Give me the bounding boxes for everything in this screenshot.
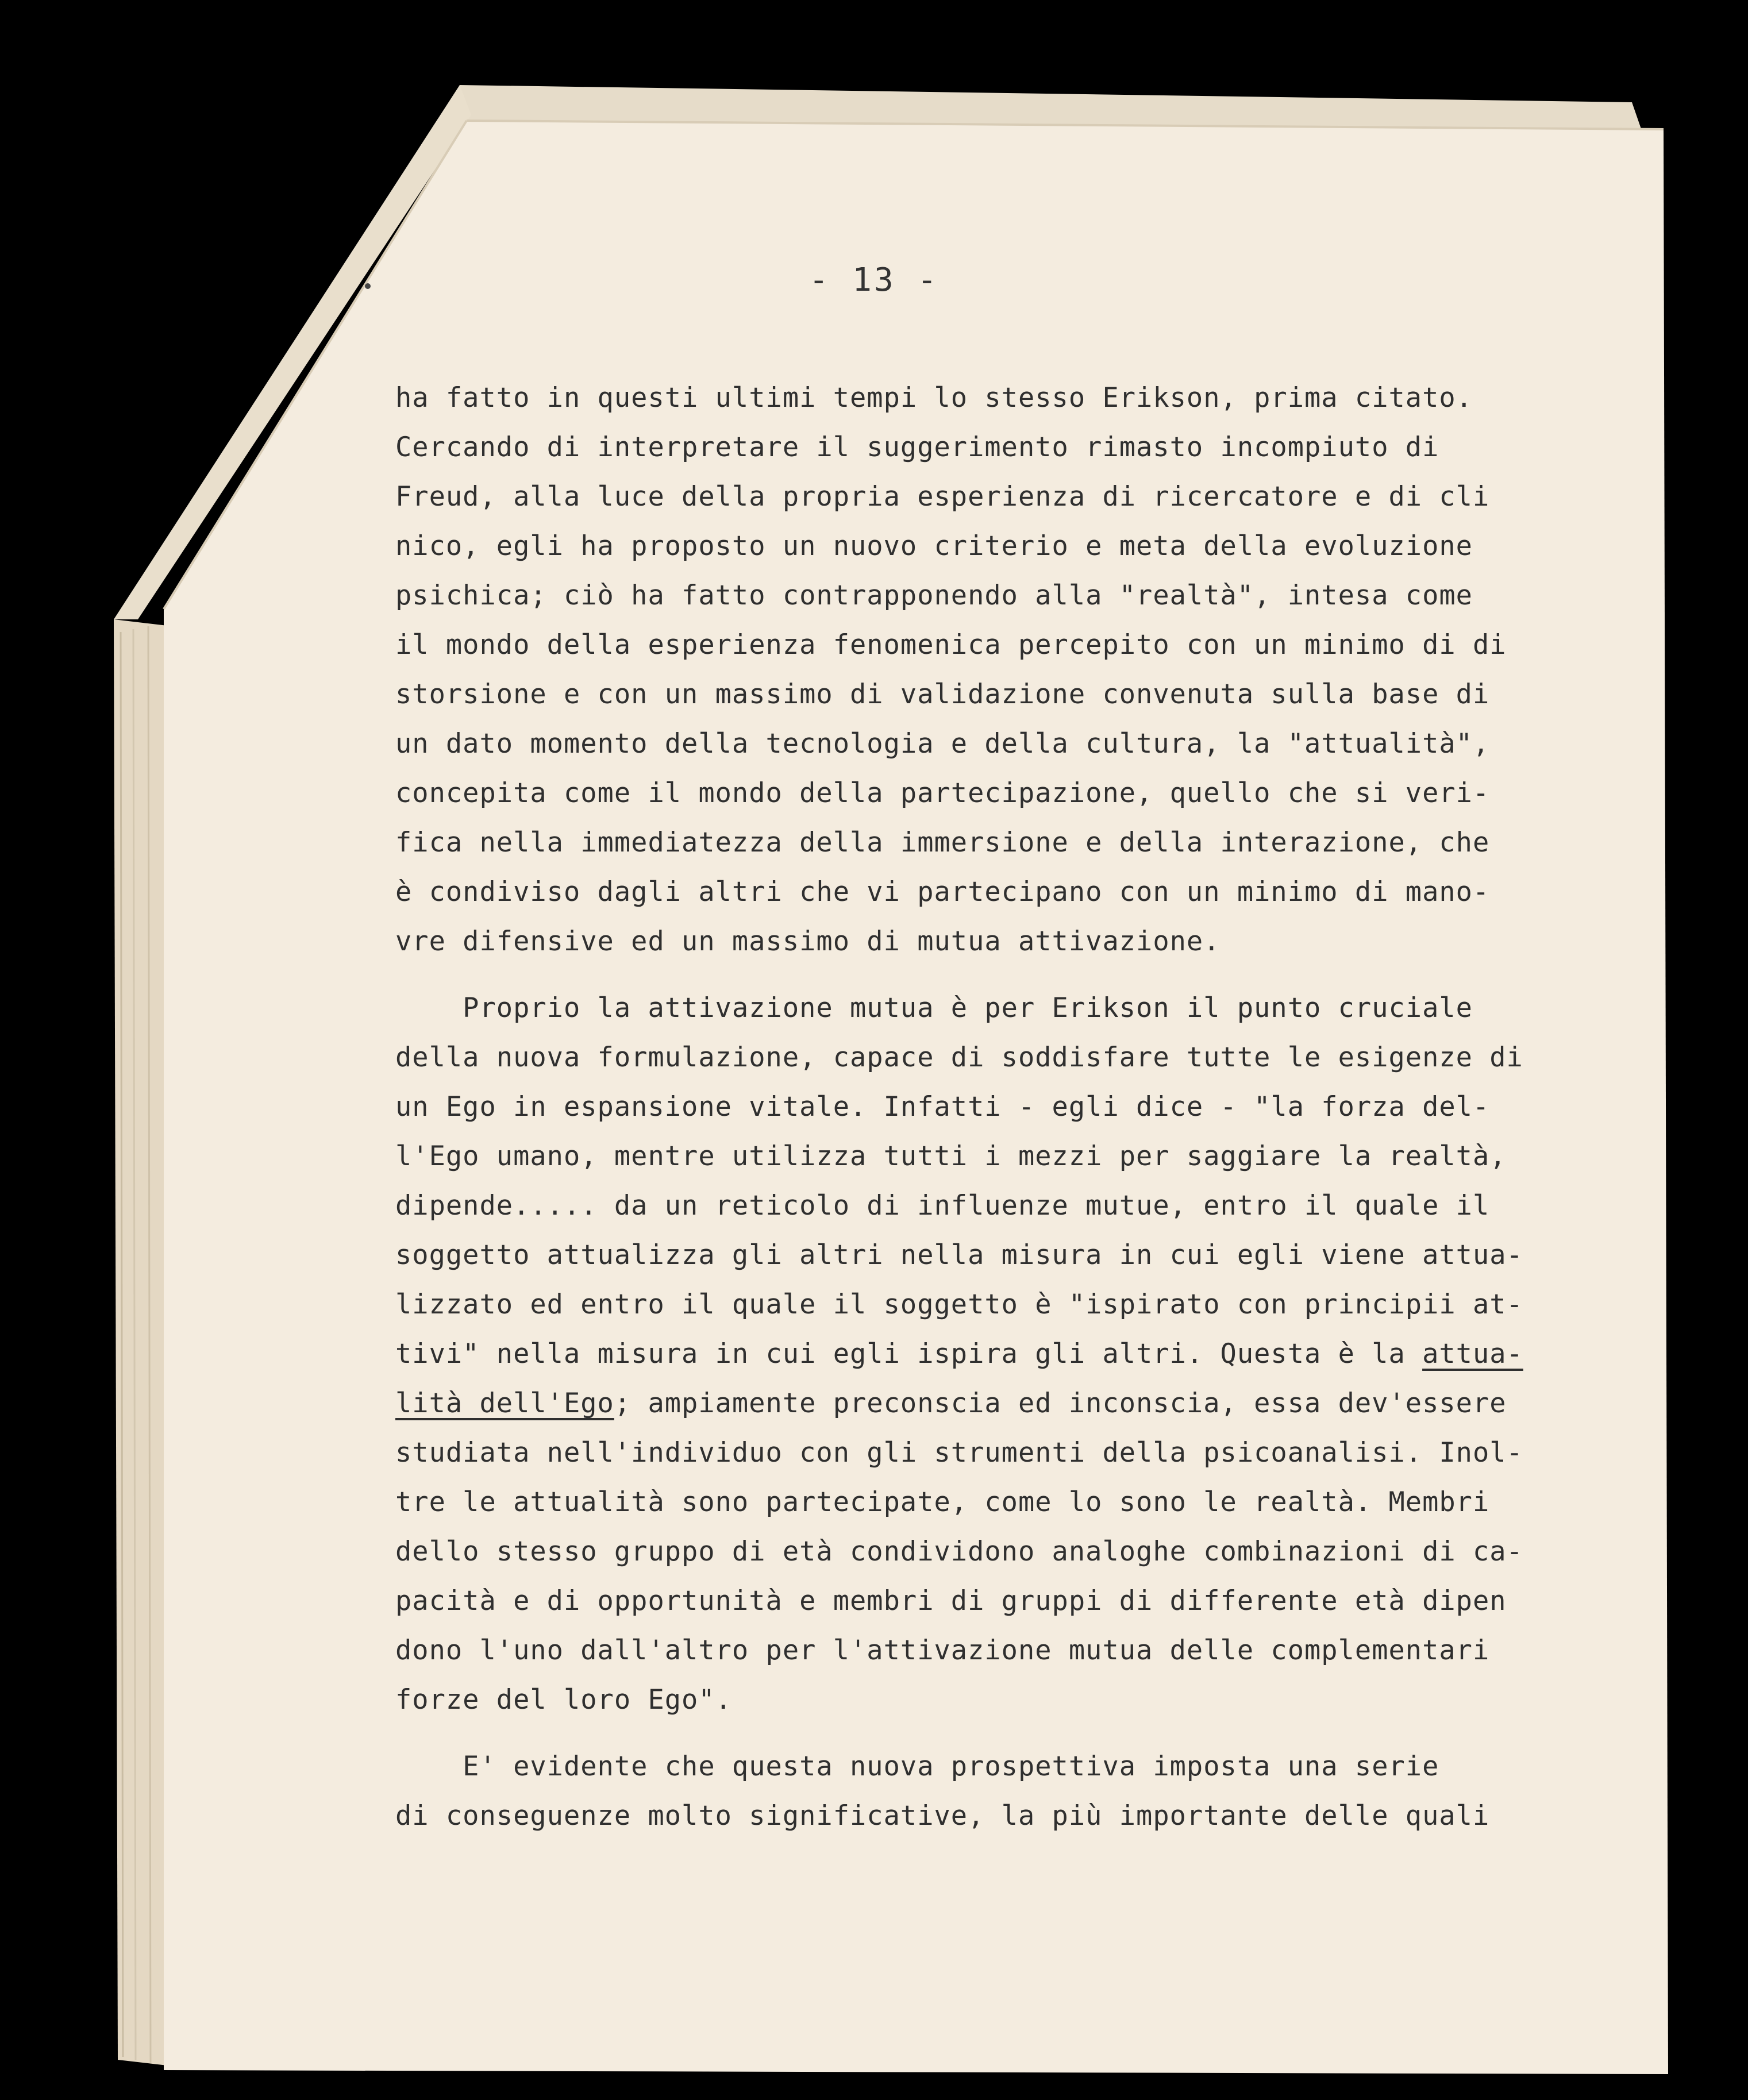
underlined-term: attua-: [1422, 1338, 1523, 1370]
text-line: di conseguenze molto significative, la più importante delle quali: [395, 1800, 1490, 1832]
page-number: - 13 -: [808, 261, 940, 299]
text-line: ha fatto in questi ultimi tempi lo stesso Erikson, prima citato.: [395, 382, 1473, 414]
text-line: storsione e con un massimo di validazione convenuta sulla base di: [395, 679, 1490, 710]
text-line: forze del loro Ego".: [395, 1684, 732, 1716]
text-line: Proprio la attivazione mutua è per Erikson il punto cruciale: [395, 992, 1473, 1024]
text-line: E' evidente che questa nuova prospettiva imposta una serie: [395, 1751, 1439, 1782]
text-line: un Ego in espansione vitale. Infatti - egli dice - "la forza del-: [395, 1091, 1490, 1123]
text-line: il mondo della esperienza fenomenica percepito con un minimo di di: [395, 629, 1507, 661]
paragraph-2: [395, 984, 1568, 1725]
text-line: l'Ego umano, mentre utilizza tutti i mezzi per saggiare la realtà,: [395, 1140, 1507, 1172]
text-line: Freud, alla luce della propria esperienza di ricercatore e di cli: [395, 481, 1490, 513]
text-line: della nuova formulazione, capace di soddisfare tutte le esigenze di: [395, 1042, 1523, 1073]
text-line: dello stesso gruppo di età condividono analoghe combinazioni di ca-: [395, 1536, 1523, 1567]
text-line: lizzato ed entro il quale il soggetto è "ispirato con principii at-: [395, 1289, 1523, 1320]
text-line: soggetto attualizza gli altri nella misura in cui egli viene attua-: [395, 1239, 1523, 1271]
text-line: nico, egli ha proposto un nuovo criterio e meta della evoluzione: [395, 530, 1473, 562]
text-line: psichica; ciò ha fatto contrapponendo alla "realtà", intesa come: [395, 580, 1473, 611]
text-line: concepita come il mondo della partecipazione, quello che si veri-: [395, 777, 1490, 809]
underlined-term: lità dell'Ego: [395, 1388, 614, 1419]
text-line: dipende..... da un reticolo di influenze mutue, entro il quale il: [395, 1190, 1490, 1222]
paragraph-3: [395, 1742, 1568, 1841]
paragraph-1: [395, 373, 1568, 966]
text-line: dono l'uno dall'altro per l'attivazione mutua delle complementari: [395, 1635, 1490, 1666]
text-line: pacità e di opportunità e membri di gruppi di differente età dipen: [395, 1585, 1507, 1617]
text-line: fica nella immediatezza della immersione e della interazione, che: [395, 827, 1490, 858]
text-line: vre difensive ed un massimo di mutua attivazione.: [395, 926, 1220, 957]
text-line: studiata nell'individuo con gli strumenti della psicoanalisi. Inol-: [395, 1437, 1523, 1469]
text-line: è condiviso dagli altri che vi partecipano con un minimo di mano-: [395, 876, 1490, 908]
text-line: [395, 1330, 1568, 1379]
text-line: Cercando di interpretare il suggerimento rimasto incompiuto di: [395, 431, 1439, 463]
text-line: tre le attualità sono partecipate, come lo sono le realtà. Membri: [395, 1486, 1490, 1518]
text-segment: tivi" nella misura in cui egli ispira gli altri. Questa è la: [395, 1338, 1423, 1370]
text-segment: ; ampiamente preconscia ed inconscia, essa dev'essere: [614, 1388, 1507, 1419]
typewritten-text: [395, 373, 1568, 1841]
text-line: [395, 1379, 1568, 1428]
text-line: un dato momento della tecnologia e della cultura, la "attualità",: [395, 728, 1490, 760]
